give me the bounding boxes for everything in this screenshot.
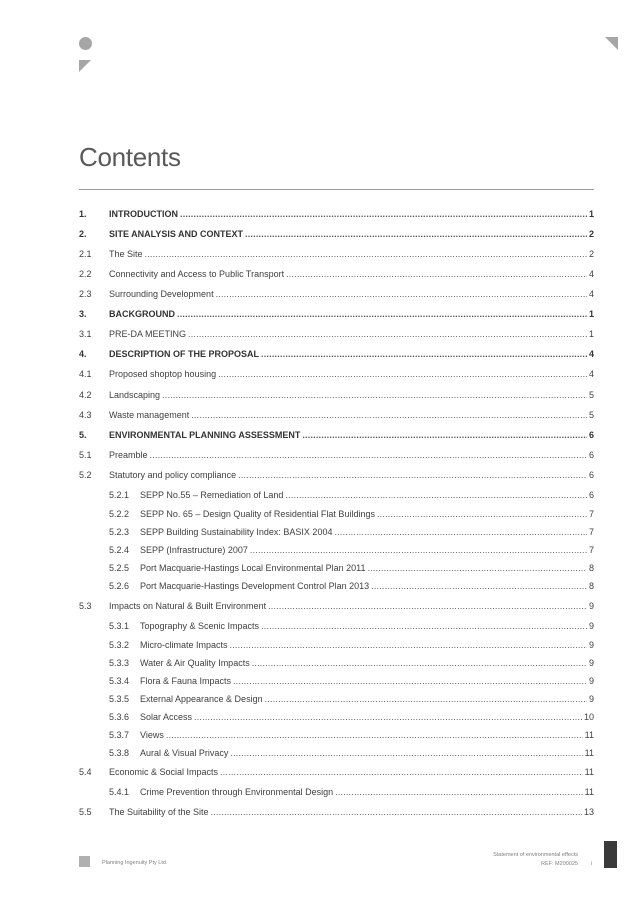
toc-label: PRE-DA MEETING bbox=[109, 329, 187, 339]
toc-leader-dots bbox=[252, 656, 587, 670]
toc-label: SEPP (Infrastructure) 2007 bbox=[140, 545, 248, 555]
toc-leader-dots bbox=[191, 408, 587, 422]
toc-number: 5.3.8 bbox=[109, 748, 130, 758]
toc-label: Surrounding Development bbox=[109, 289, 214, 299]
toc-leader-dots bbox=[367, 561, 587, 575]
toc-entry[interactable] bbox=[79, 674, 594, 688]
toc-leader-dots bbox=[216, 287, 587, 301]
toc-page-number: 8 bbox=[588, 581, 594, 591]
toc-number: 5.2.6 bbox=[109, 581, 130, 591]
toc-label: The Site bbox=[109, 249, 143, 259]
toc-page-number: 9 bbox=[588, 601, 594, 611]
toc-entry[interactable] bbox=[79, 207, 594, 221]
toc-label: Port Macquarie-Hastings Local Environmental Plan 2011 bbox=[140, 563, 366, 573]
toc-entry[interactable] bbox=[79, 388, 594, 402]
toc-label: Views bbox=[140, 730, 164, 740]
toc-leader-dots bbox=[218, 367, 587, 381]
toc-page-number: 4 bbox=[588, 269, 594, 279]
toc-page-number: 5 bbox=[588, 390, 594, 400]
toc-number: 4.1 bbox=[79, 369, 92, 379]
toc-entry[interactable] bbox=[79, 488, 594, 502]
toc-label: SITE ANALYSIS AND CONTEXT bbox=[109, 229, 244, 239]
toc-number: 5.2.1 bbox=[109, 490, 130, 500]
toc-page-number: 9 bbox=[588, 658, 594, 668]
toc-label: External Appearance & Design bbox=[140, 694, 263, 704]
toc-page-number: 1 bbox=[588, 329, 594, 339]
toc-entry[interactable] bbox=[79, 247, 594, 261]
toc-label: Flora & Fauna Impacts bbox=[140, 676, 232, 686]
toc-leader-dots bbox=[261, 619, 587, 633]
toc-page-number: 9 bbox=[588, 676, 594, 686]
toc-leader-dots bbox=[261, 347, 587, 361]
toc-label: Water & Air Quality Impacts bbox=[140, 658, 250, 668]
toc-entry[interactable] bbox=[79, 287, 594, 301]
toc-leader-dots bbox=[145, 247, 587, 261]
toc-label: INTRODUCTION bbox=[109, 209, 178, 219]
toc-label: SEPP Building Sustainability Index: BASIX 2004 bbox=[140, 527, 333, 537]
toc-label: BACKGROUND bbox=[109, 309, 175, 319]
toc-label: Impacts on Natural & Built Environment bbox=[109, 601, 267, 611]
toc-leader-dots bbox=[302, 428, 587, 442]
toc-page-number: 2 bbox=[588, 249, 594, 259]
toc-entry[interactable] bbox=[79, 638, 594, 652]
toc-entry[interactable] bbox=[79, 785, 594, 799]
toc-label: Statutory and policy compliance bbox=[109, 470, 237, 480]
toc-number: 5.1 bbox=[79, 450, 92, 460]
toc-label: The Suitability of the Site bbox=[109, 807, 209, 817]
footer-bar bbox=[604, 841, 617, 868]
toc-number: 5.3.6 bbox=[109, 712, 130, 722]
toc-page-number: 7 bbox=[588, 509, 594, 519]
toc-page-number: 1 bbox=[588, 309, 594, 319]
toc-page-number: 11 bbox=[584, 748, 594, 758]
toc-page-number: 9 bbox=[588, 694, 594, 704]
toc-leader-dots bbox=[150, 448, 587, 462]
toc-page-number: 7 bbox=[588, 545, 594, 555]
toc-number: 5.3.4 bbox=[109, 676, 130, 686]
toc-entry[interactable] bbox=[79, 525, 594, 539]
toc-leader-dots bbox=[335, 785, 583, 799]
toc-entry[interactable] bbox=[79, 543, 594, 557]
toc-page-number: 9 bbox=[588, 621, 594, 631]
toc-number: 3.1 bbox=[79, 329, 92, 339]
toc-label: Crime Prevention through Environmental Design bbox=[140, 787, 334, 797]
toc-label: Micro-climate Impacts bbox=[140, 640, 228, 650]
toc-page-number: 6 bbox=[588, 430, 594, 440]
toc-page-number: 10 bbox=[583, 712, 594, 722]
toc-number: 5. bbox=[79, 430, 87, 440]
toc-leader-dots bbox=[194, 710, 582, 724]
footer-logo-square bbox=[79, 856, 90, 867]
toc-label: Waste management bbox=[109, 410, 190, 420]
toc-leader-dots bbox=[268, 599, 587, 613]
toc-page-number: 8 bbox=[588, 563, 594, 573]
toc-number: 5.2.4 bbox=[109, 545, 130, 555]
toc-entry[interactable] bbox=[79, 746, 594, 760]
toc-entry[interactable] bbox=[79, 692, 594, 706]
toc-number: 2.2 bbox=[79, 269, 92, 279]
toc-leader-dots bbox=[166, 728, 583, 742]
toc-page-number: 4 bbox=[588, 369, 594, 379]
toc-leader-dots bbox=[177, 307, 587, 321]
toc-page-number: 2 bbox=[588, 229, 594, 239]
toc-leader-dots bbox=[371, 579, 587, 593]
footer-ref: REF: M200025 bbox=[541, 861, 578, 867]
toc-label: ENVIRONMENTAL PLANNING ASSESSMENT bbox=[109, 430, 301, 440]
toc-leader-dots bbox=[334, 525, 587, 539]
toc-entry[interactable] bbox=[79, 367, 594, 381]
decorative-triangle bbox=[79, 60, 91, 72]
toc-number: 2. bbox=[79, 229, 87, 239]
toc-leader-dots bbox=[180, 207, 587, 221]
toc-leader-dots bbox=[238, 468, 587, 482]
toc-label: Proposed shoptop housing bbox=[109, 369, 217, 379]
toc-entry[interactable] bbox=[79, 805, 594, 819]
toc-entry[interactable] bbox=[79, 728, 594, 742]
toc-page-number: 6 bbox=[588, 470, 594, 480]
toc-label: Economic & Social Impacts bbox=[109, 767, 219, 777]
toc-number: 5.2.5 bbox=[109, 563, 130, 573]
toc-entry[interactable] bbox=[79, 765, 594, 779]
toc-number: 5.3.3 bbox=[109, 658, 130, 668]
toc-leader-dots bbox=[230, 746, 582, 760]
toc-page-number: 11 bbox=[584, 787, 594, 797]
toc-number: 5.4.1 bbox=[109, 787, 130, 797]
toc-entry[interactable] bbox=[79, 710, 594, 724]
toc-number: 5.3.7 bbox=[109, 730, 130, 740]
toc-label: SEPP No. 65 – Design Quality of Residential Flat Buildings bbox=[140, 509, 375, 519]
toc-label: Port Macquarie-Hastings Development Control Plan 2013 bbox=[140, 581, 370, 591]
toc-number: 4. bbox=[79, 349, 87, 359]
decorative-corner bbox=[605, 37, 618, 50]
toc-leader-dots bbox=[245, 227, 587, 241]
toc-number: 5.2.2 bbox=[109, 509, 130, 519]
toc-entry[interactable] bbox=[79, 227, 594, 241]
toc-leader-dots bbox=[377, 507, 587, 521]
title-divider bbox=[79, 189, 594, 190]
toc-number: 5.2 bbox=[79, 470, 92, 480]
toc-entry[interactable] bbox=[79, 307, 594, 321]
toc-entry[interactable] bbox=[79, 408, 594, 422]
toc-number: 5.4 bbox=[79, 767, 92, 777]
toc-leader-dots bbox=[250, 543, 587, 557]
toc-page-number: 11 bbox=[584, 730, 594, 740]
toc-number: 4.2 bbox=[79, 390, 92, 400]
toc-page-number: 11 bbox=[584, 767, 594, 777]
toc-leader-dots bbox=[265, 692, 587, 706]
toc-page-number: 9 bbox=[588, 640, 594, 650]
toc-entry[interactable] bbox=[79, 619, 594, 633]
toc-leader-dots bbox=[220, 765, 583, 779]
toc-page-number: 6 bbox=[588, 490, 594, 500]
toc-number: 5.3.5 bbox=[109, 694, 130, 704]
toc-number: 3. bbox=[79, 309, 87, 319]
decorative-circle bbox=[79, 37, 92, 50]
footer-doc-title: Statement of environmental effects bbox=[493, 852, 578, 858]
toc-leader-dots bbox=[188, 327, 587, 341]
toc-label: DESCRIPTION OF THE PROPOSAL bbox=[109, 349, 260, 359]
toc-page-number: 1 bbox=[588, 209, 594, 219]
toc-number: 5.3.1 bbox=[109, 621, 130, 631]
toc-entry[interactable] bbox=[79, 561, 594, 575]
toc-number: 1. bbox=[79, 209, 87, 219]
toc-label: Solar Access bbox=[140, 712, 193, 722]
toc-page-number: 4 bbox=[588, 349, 594, 359]
toc-page-number: 5 bbox=[588, 410, 594, 420]
toc-entry[interactable] bbox=[79, 656, 594, 670]
toc-number: 5.3 bbox=[79, 601, 92, 611]
toc-entry[interactable] bbox=[79, 579, 594, 593]
toc-leader-dots bbox=[286, 267, 587, 281]
toc-number: 5.3.2 bbox=[109, 640, 130, 650]
toc-leader-dots bbox=[285, 488, 587, 502]
toc-page-number: 13 bbox=[583, 807, 594, 817]
toc-page-number: 7 bbox=[588, 527, 594, 537]
toc-page-number: 4 bbox=[588, 289, 594, 299]
toc-label: Aural & Visual Privacy bbox=[140, 748, 229, 758]
toc-number: 2.1 bbox=[79, 249, 92, 259]
toc-entry[interactable] bbox=[79, 428, 594, 442]
toc-leader-dots bbox=[211, 805, 582, 819]
toc-label: Preamble bbox=[109, 450, 148, 460]
toc-label: SEPP No.55 – Remediation of Land bbox=[140, 490, 284, 500]
toc-entry[interactable] bbox=[79, 599, 594, 613]
toc-leader-dots bbox=[230, 638, 587, 652]
page-title: Contents bbox=[79, 142, 181, 172]
toc-entry[interactable] bbox=[79, 448, 594, 462]
toc-number: 5.2.3 bbox=[109, 527, 130, 537]
toc-label: Landscaping bbox=[109, 390, 161, 400]
toc-page-number: 6 bbox=[588, 450, 594, 460]
toc-leader-dots bbox=[162, 388, 587, 402]
toc-leader-dots bbox=[233, 674, 587, 688]
toc-entry[interactable] bbox=[79, 507, 594, 521]
toc-label: Connectivity and Access to Public Transport bbox=[109, 269, 285, 279]
toc-number: 2.3 bbox=[79, 289, 92, 299]
toc-entry[interactable] bbox=[79, 327, 594, 341]
toc-entry[interactable] bbox=[79, 347, 594, 361]
toc-entry[interactable] bbox=[79, 267, 594, 281]
toc-entry[interactable] bbox=[79, 468, 594, 482]
toc-label: Topography & Scenic Impacts bbox=[140, 621, 260, 631]
footer-company: Planning Ingenuity Pty Ltd bbox=[102, 860, 166, 866]
footer-page-number: i bbox=[591, 861, 593, 867]
toc-number: 5.5 bbox=[79, 807, 92, 817]
toc-number: 4.3 bbox=[79, 410, 92, 420]
